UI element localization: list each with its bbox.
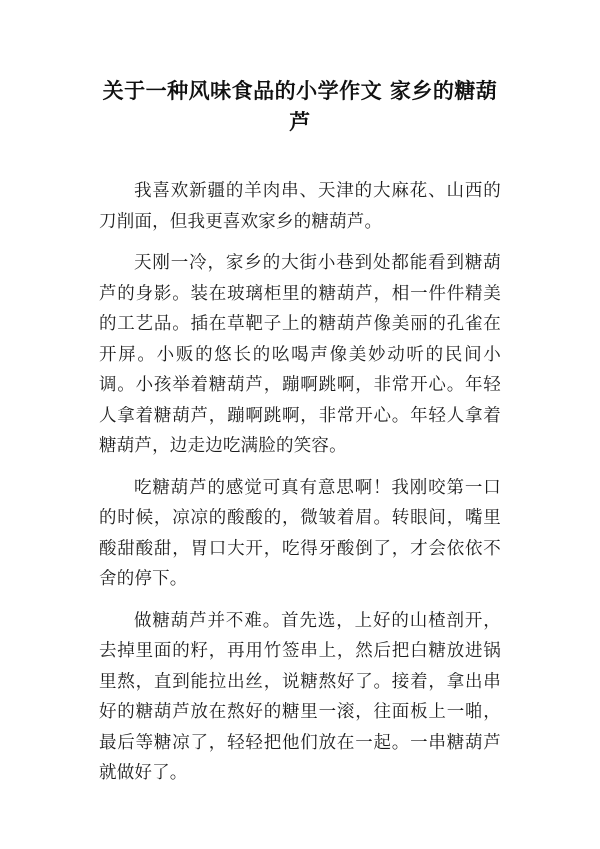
paragraph-2: 天刚一冷，家乡的大街小巷到处都能看到糖葫芦的身影。装在玻璃柜里的糖葫芦，相一件件精美的工艺品。插在草靶子上的糖葫芦像美丽的孔雀在开屏。小贩的悠长的吆喝声像美妙动听的民间小调。小孩举着糖葫芦，蹦啊跳啊，非常开心。年轻人拿着糖葫芦，蹦啊跳啊，非常开心。年轻人拿着糖葫芦，边走边吃满脸的笑容。 bbox=[99, 253, 501, 456]
paragraph-3: 吃糖葫芦的感觉可真有意思啊！我刚咬第一口的时候，凉凉的酸酸的，微皱着眉。转眼间，嘴里酸甜酸甜，胃口大开，吃得牙酸倒了，才会依依不舍的停下。 bbox=[99, 477, 501, 589]
document-title: 关于一种风味食品的小学作文 家乡的糖葫芦 bbox=[102, 79, 498, 134]
document-body bbox=[99, 176, 501, 800]
paragraph-4: 做糖葫芦并不难。首先选，上好的山楂剖开，去掉里面的籽，再用竹签串上，然后把白糖放进锅里熬，直到能拉出丝，说糖熬好了。接着，拿出串好的糖葫芦放在熬好的糖里一滚，往面板上一啪，最后等糖凉了，轻轻把他们放在一起。一串糖葫芦就做好了。 bbox=[99, 610, 501, 783]
paragraph-1: 我喜欢新疆的羊肉串、天津的大麻花、山西的刀削面，但我更喜欢家乡的糖葫芦。 bbox=[99, 181, 501, 232]
